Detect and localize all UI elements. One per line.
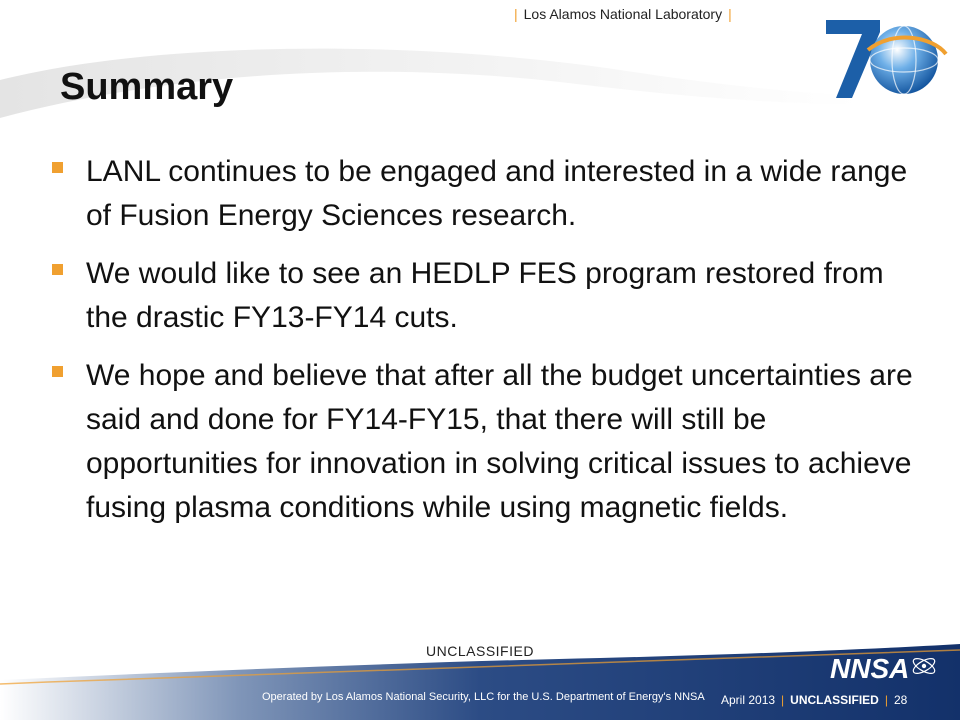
footer-classification: UNCLASSIFIED xyxy=(790,693,879,707)
footer-meta: April 2013 | UNCLASSIFIED | 28 xyxy=(721,693,908,707)
operator-text: Operated by Los Alamos National Security, LLC for the U.S. Department of Energy's NNSA xyxy=(262,691,705,703)
footer-band xyxy=(0,640,960,720)
page-number: 28 xyxy=(893,693,908,707)
classification-label-center: UNCLASSIFIED xyxy=(426,643,534,659)
svg-text:NNSA: NNSA xyxy=(830,653,910,684)
70th-anniversary-logo xyxy=(822,10,952,110)
footer-date: April 2013 xyxy=(721,693,776,707)
bullet-text: We would like to see an HEDLP FES program restored from the drastic FY13-FY14 cuts. xyxy=(86,257,884,334)
bullet-square-icon xyxy=(52,366,63,377)
footer xyxy=(0,640,960,720)
bullet-item xyxy=(52,354,932,530)
bullet-text: We hope and believe that after all the budget uncertainties are said and done for FY14-FY15, that there will still be opportunities for innovation in solving critical issues to achieve fusing plasma conditions while using magnetic fields. xyxy=(86,359,913,524)
lab-name-header: | Los Alamos National Laboratory | xyxy=(514,6,732,22)
bullet-text: LANL continues to be engaged and interested in a wide range of Fusion Energy Sciences research. xyxy=(86,155,908,232)
bullet-square-icon xyxy=(52,264,63,275)
bullet-item xyxy=(52,252,932,340)
bullet-square-icon xyxy=(52,162,63,173)
nnsa-logo xyxy=(828,650,940,686)
slide-title: Summary xyxy=(60,66,234,108)
bullet-list xyxy=(52,150,932,544)
bullet-item xyxy=(52,150,932,238)
